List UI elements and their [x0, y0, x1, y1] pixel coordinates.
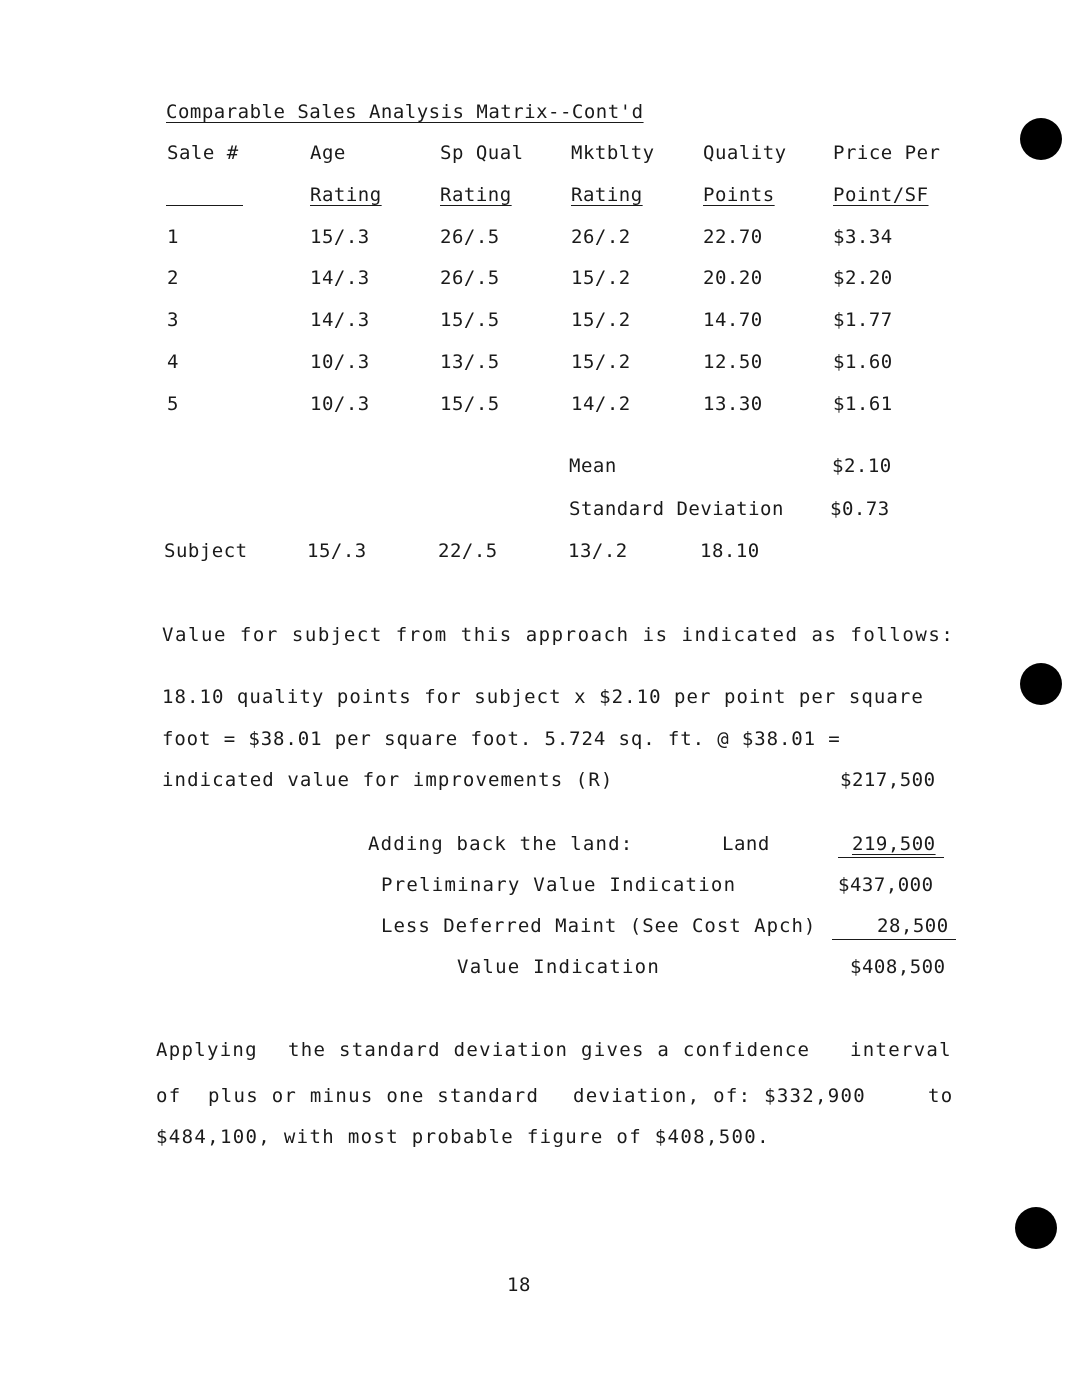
preliminary-label: Preliminary Value Indication — [381, 874, 737, 896]
header-spqual-rating: Rating — [440, 184, 512, 206]
header-mktblty-rating: Rating — [571, 184, 643, 206]
conclusion-line-2-b: plus or minus one standard — [208, 1085, 540, 1107]
cell-age: 10/.3 — [310, 351, 370, 373]
header-quality: Quality — [703, 142, 787, 164]
cell-quality: 22.70 — [703, 226, 763, 248]
cell-mktblty: 15/.2 — [571, 351, 631, 373]
cell-mktblty: 15/.2 — [571, 267, 631, 289]
cell-mktblty: 14/.2 — [571, 393, 631, 415]
table-row — [0, 395, 1080, 417]
deferred-maint-label: Less Deferred Maint (See Cost Apch) — [381, 915, 817, 937]
cell-spqual: 13/.5 — [440, 351, 500, 373]
conclusion-line-3: $484,100, with most probable figure of $408,500. — [156, 1126, 770, 1148]
header-age-rating: Rating — [310, 184, 382, 206]
table-row — [0, 311, 1080, 333]
cell-quality: 14.70 — [703, 309, 763, 331]
subject-label: Subject — [164, 540, 248, 562]
cell-age: 10/.3 — [310, 393, 370, 415]
cell-mktblty: 26/.2 — [571, 226, 631, 248]
stddev-label: Standard Deviation — [569, 498, 784, 520]
cell-sale: 3 — [167, 309, 179, 331]
cell-age: 15/.3 — [310, 226, 370, 248]
stddev-value: $0.73 — [830, 498, 890, 520]
cell-sale: 1 — [167, 226, 179, 248]
cell-spqual: 15/.5 — [440, 309, 500, 331]
header-quality-points: Points — [703, 184, 775, 206]
value-indication-label: Value Indication — [457, 956, 661, 978]
cell-spqual: 26/.5 — [440, 267, 500, 289]
table-row — [0, 269, 1080, 291]
header-sale-rule — [166, 205, 243, 206]
subject-quality: 18.10 — [700, 540, 760, 562]
cell-price: $2.20 — [833, 267, 893, 289]
cell-price: $1.77 — [833, 309, 893, 331]
matrix-title: Comparable Sales Analysis Matrix--Cont'd — [166, 101, 644, 123]
cell-age: 14/.3 — [310, 267, 370, 289]
deferred-underline — [832, 939, 956, 940]
intro-text: Value for subject from this approach is indicated as follows: — [162, 624, 955, 646]
cell-price: $1.60 — [833, 351, 893, 373]
calc-line-3: indicated value for improvements (R) — [162, 769, 614, 791]
matrix-header-top — [0, 144, 1080, 166]
cell-quality: 12.50 — [703, 351, 763, 373]
header-spqual: Sp Qual — [440, 142, 524, 164]
subject-spqual: 22/.5 — [438, 540, 498, 562]
table-row — [0, 353, 1080, 375]
header-price: Price Per — [833, 142, 941, 164]
calc-line-1: 18.10 quality points for subject x $2.10 per point per square — [162, 686, 924, 708]
land-underline — [838, 857, 944, 858]
cell-price: $3.34 — [833, 226, 893, 248]
cell-quality: 20.20 — [703, 267, 763, 289]
conclusion-line-1-a: Applying — [156, 1039, 258, 1061]
calc-line-2: foot = $38.01 per square foot. 5.724 sq. ft. @ $38.01 = — [162, 728, 841, 750]
mean-label: Mean — [569, 455, 617, 477]
conclusion-line-1-c: interval — [850, 1039, 952, 1061]
punch-hole-bottom — [1015, 1207, 1057, 1249]
matrix-header-bottom — [0, 186, 1080, 208]
subject-mktblty: 13/.2 — [568, 540, 628, 562]
cell-spqual: 15/.5 — [440, 393, 500, 415]
cell-sale: 2 — [167, 267, 179, 289]
punch-hole-middle — [1020, 663, 1062, 705]
page-number: 18 — [507, 1274, 531, 1296]
preliminary-value: $437,000 — [838, 874, 934, 896]
conclusion-line-2-c: deviation, of: $332,900 — [573, 1085, 866, 1107]
header-sale: Sale # — [167, 142, 239, 164]
cell-sale: 5 — [167, 393, 179, 415]
table-row — [0, 228, 1080, 250]
subject-row — [0, 542, 1080, 564]
cell-price: $1.61 — [833, 393, 893, 415]
adding-back-label: Adding back the land: — [368, 833, 634, 855]
mean-value: $2.10 — [832, 455, 892, 477]
cell-mktblty: 15/.2 — [571, 309, 631, 331]
conclusion-line-1-b: the standard deviation gives a confidence — [288, 1039, 811, 1061]
land-value: 219,500 — [852, 833, 936, 855]
improvements-value: $217,500 — [840, 769, 936, 791]
cell-spqual: 26/.5 — [440, 226, 500, 248]
header-price-point-sf: Point/SF — [833, 184, 929, 206]
cell-quality: 13.30 — [703, 393, 763, 415]
header-mktblty: Mktblty — [571, 142, 655, 164]
land-label: Land — [722, 833, 770, 855]
value-indication-value: $408,500 — [850, 956, 946, 978]
deferred-maint-value: 28,500 — [877, 915, 949, 937]
subject-age: 15/.3 — [307, 540, 367, 562]
conclusion-line-2-a: of — [156, 1085, 182, 1107]
header-age: Age — [310, 142, 346, 164]
cell-sale: 4 — [167, 351, 179, 373]
conclusion-line-2-d: to — [928, 1085, 954, 1107]
cell-age: 14/.3 — [310, 309, 370, 331]
